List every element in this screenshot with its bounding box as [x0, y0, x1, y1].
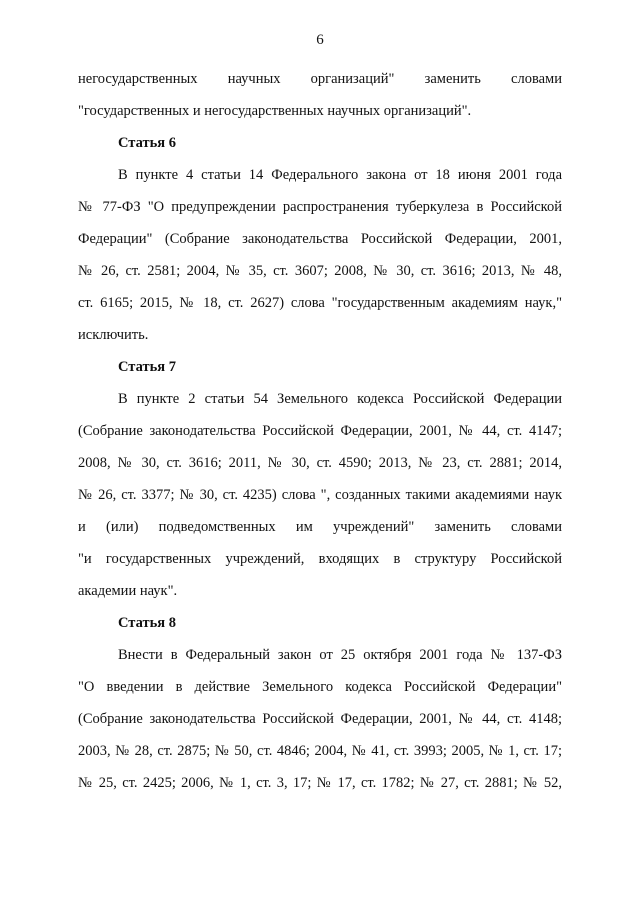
text-line: 2003, № 28, ст. 2875; № 50, ст. 4846; 2004, № 41, ст. 3993; 2005, № 1, ст. 17; [78, 743, 562, 759]
article-8-paragraph [78, 639, 562, 799]
article-8-heading: Статья 8 [118, 615, 176, 631]
text-line: и (или) подведомственных им учреждений" заменить словами [78, 519, 562, 535]
text-line: негосударственных научных организаций" заменить словами [78, 71, 562, 87]
intro-paragraph [78, 63, 562, 127]
text-line: академии наук". [78, 583, 178, 599]
text-line: № 25, ст. 2425; 2006, № 1, ст. 3, 17; № 17, ст. 1782; № 27, ст. 2881; № 52, [78, 775, 562, 791]
text-line: "О введении в действие Земельного кодекса Российской Федерации" [78, 679, 562, 695]
text-line: В пункте 4 статьи 14 Федерального закона от 18 июня 2001 года [118, 167, 562, 183]
article-6-heading: Статья 6 [118, 135, 176, 151]
text-line: исключить. [78, 327, 149, 343]
text-line: (Собрание законодательства Российской Федерации, 2001, № 44, ст. 4147; [78, 423, 562, 439]
text-line: Внести в Федеральный закон от 25 октября 2001 года № 137-ФЗ [118, 647, 562, 663]
article-6-paragraph [78, 159, 562, 351]
text-line: № 77-ФЗ "О предупреждении распространения туберкулеза в Российской [78, 199, 562, 215]
text-line: "и государственных учреждений, входящих в структуру Российской [78, 551, 562, 567]
page-number: 6 [316, 32, 324, 48]
text-line: № 26, ст. 2581; 2004, № 35, ст. 3607; 2008, № 30, ст. 3616; 2013, № 48, [78, 263, 562, 279]
text-line: № 26, ст. 3377; № 30, ст. 4235) слова ", созданных такими академиями наук [78, 487, 562, 503]
text-line: В пункте 2 статьи 54 Земельного кодекса Российской Федерации [118, 391, 562, 407]
article-7-paragraph [78, 383, 562, 607]
document-body [78, 63, 562, 799]
text-line: ст. 6165; 2015, № 18, ст. 2627) слова "государственным академиям наук," [78, 295, 562, 311]
text-line: 2008, № 30, ст. 3616; 2011, № 30, ст. 4590; 2013, № 23, ст. 2881; 2014, [78, 455, 562, 471]
article-7-heading: Статья 7 [118, 359, 176, 375]
text-line: (Собрание законодательства Российской Федерации, 2001, № 44, ст. 4148; [78, 711, 562, 727]
text-line: "государственных и негосударственных научных организаций". [78, 103, 472, 119]
text-line: Федерации" (Собрание законодательства Российской Федерации, 2001, [78, 231, 562, 247]
